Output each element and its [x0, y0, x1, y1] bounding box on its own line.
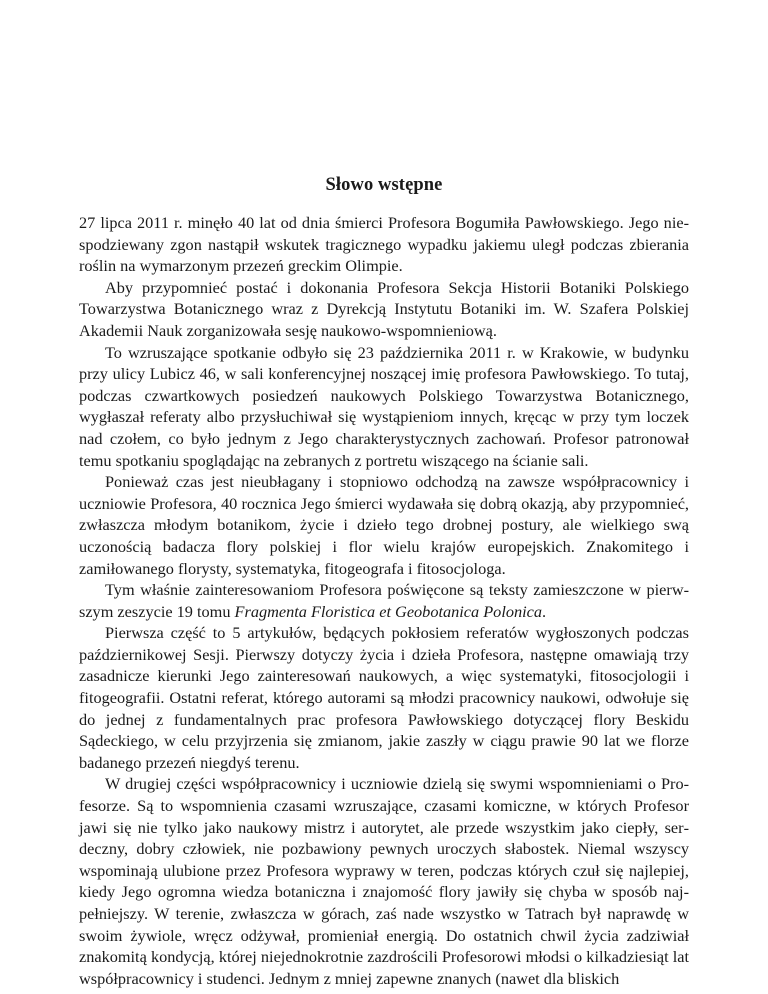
paragraph-6: Pierwsza część to 5 artykułów, będących pokłosiem referatów wygłoszonych podczas październikowej Sesji. Pierwszy dotyczy życia i dzieła Profesora, następne omawiają trzy zasadnicze kierunki Jego zainteresowań naukowych, a więc systematyki, fitosocjologii i fitogeografii. Ostatni referat, którego autorami są młodzi pracownicy naukowi, odwołuje się do jednej z fundamentalnych prac profesora Pawłowskiego dotyczącej flory Beskidu Sądeckiego, w celu przyjrzenia się zmianom, jakie zaszły w ciągu prawie 90 lat we florze badanego przezeń niegdyś terenu. — [79, 623, 689, 772]
paragraph-5 — [79, 579, 689, 622]
paragraph-2: Aby przypomnieć postać i dokonania Profesora Sekcja Historii Botaniki Polskiego Towarzystwa Botanicznego wraz z Dyrekcją Instytutu Botaniki im. W. Szafera Polskiej Akademii Nauk zorganizowała sesję naukowo-wspomnieniową. — [79, 277, 689, 340]
paragraph-3: To wzruszające spotkanie odbyło się 23 października 2011 r. w Krakowie, w budynku przy ulicy Lubicz 46, w sali konferencyjnej noszącej imię profesora Pawłowskiego. To tutaj, podczas czwartkowych posiedzeń naukowych Polskiego Towarzystwa Botanicznego, wygłaszał referaty albo przysłuchiwał się wystąpieniom innych, kręcąc w przy tym loczek nad czołem, co było jednym z Jego charakterystycznych zachowań. Profesor patronował temu spotkaniu spoglądając na zebranych z portretu wiszącego na ścianie sali. — [79, 342, 689, 470]
page-title: Słowo wstępne — [325, 175, 443, 195]
paragraph-7: W drugiej części współpracownicy i uczniowie dzielą się swymi wspomnieniami o Profesorze. Są to wspomnienia czasami wzruszające, czasami komiczne, w których Profesor jawi się nie tylko jako naukowy mistrz i autorytet, ale przede wszystkim jako ciepły, serdeczny, dobry człowiek, nie pozbawiony pewnych uroczych słabostek. Niemal wszyscy wspominają ulubione przez Profesora wyprawy w teren, podczas których czuł się najlepiej, kiedy Jego ogromna wiedza botaniczna i znajomość flory jawiły się chyba w sposób najpełniejszy. W terenie, zwłaszcza w górach, zaś nade wszystko w Tatrach był naprawdę w swoim żywiole, wręcz odżywał, promieniał energią. Do ostatnich chwil życia zadziwiał znakomitą kondycją, której niejednokrotnie zazdrościli Profesorowi młodsi o kilkadziesiąt lat współpracownicy i studenci. Jednym z mniej zapewne znanych (nawet dla bliskich — [79, 774, 689, 988]
journal-title: Fragmenta Floristica et Geobotanica Polonica — [234, 601, 543, 621]
paragraph-4: Ponieważ czas jest nieubłagany i stopniowo odchodzą na zawsze współpracownicy i uczniowie Profesora, 40 rocznica Jego śmierci wydawała się dobrą okazją, aby przypomnieć, zwłaszcza młodym botanikom, życie i dzieło tego drobnej postury, ale wielkiego swą uczonością badacza flory polskiej i flor wielu krajów europejskich. Znakomitego i zamiłowanego florysty, systematyka, fitogeografa i fitosocjologa. — [79, 472, 689, 578]
paragraph-1: 27 lipca 2011 r. minęło 40 lat od dnia śmierci Profesora Bogumiła Pawłowskiego. Jego niespodziewany zgon nastąpił wskutek tragicznego wypadku jakiemu uległ podczas zbierania roślin na wymarzonym przezeń greckim Olimpie. — [79, 213, 689, 276]
paragraph-5-text: Tym właśnie zainteresowaniom Profesora poświęcone są teksty zamieszczone w pierwszym zeszycie 19 tomu — [79, 580, 689, 621]
body-text — [79, 212, 689, 989]
paragraph-5-end: . — [542, 601, 547, 621]
